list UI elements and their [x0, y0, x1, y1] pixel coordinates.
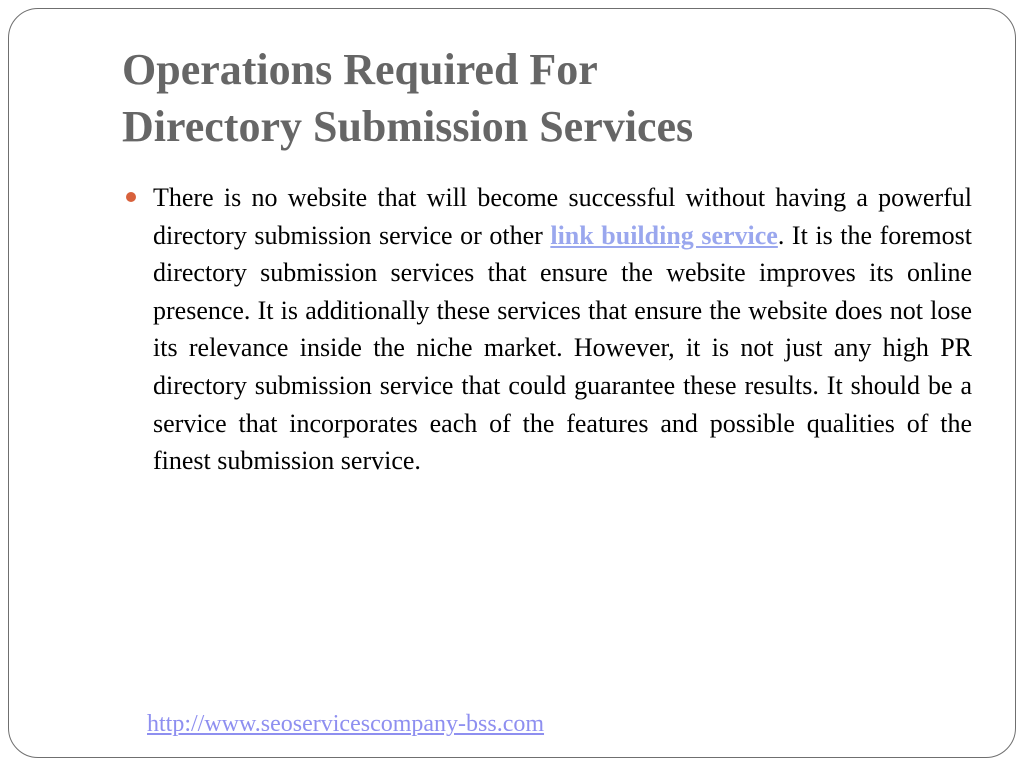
- body-text-before-link: There is no website that will become successful without having a powerful directory submission service or other: [153, 183, 972, 250]
- bullet-dot-icon: [126, 192, 136, 202]
- slide-title: [122, 41, 982, 155]
- footer-website-link[interactable]: http://www.seoservicescompany-bss.com: [147, 711, 545, 737]
- link-building-service-link[interactable]: link building service: [550, 220, 778, 250]
- body-text-after-link: . It is the foremost directory submission services that ensure the website improves its online presence. It is additionally these services that ensure the website does not lose its relevance inside the niche market. However, it is not just any high PR directory submission service that could guarantee these results. It should be a service that incorporates each of the features and possible qualities of the finest submission service.: [153, 220, 972, 476]
- slide-title-line-2: Directory Submission Services: [122, 102, 694, 151]
- bullet-item: [126, 179, 972, 480]
- bullet-list: [126, 179, 972, 480]
- slide-title-line-1: Operations Required For: [122, 45, 598, 94]
- slide-frame: [8, 8, 1016, 758]
